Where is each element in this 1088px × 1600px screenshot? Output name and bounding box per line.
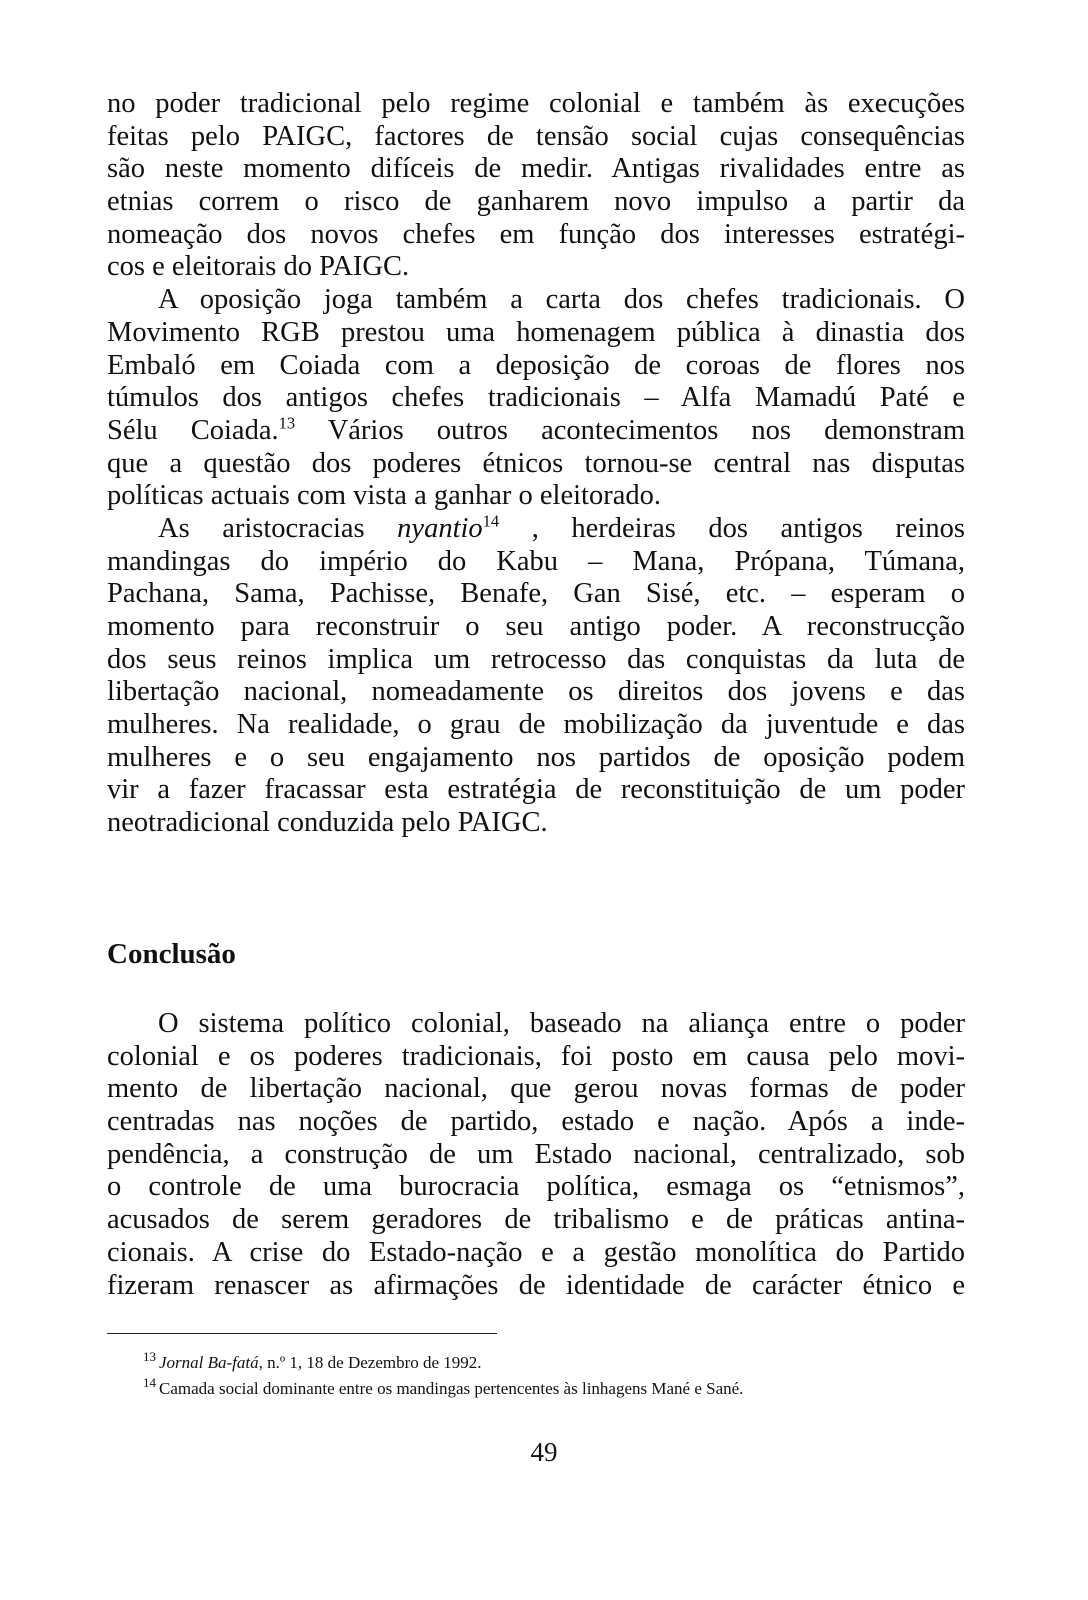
text-line: feitas pelo PAIGC, factores de tensão social cujas consequências xyxy=(107,120,965,152)
text-line: mandingas do império do Kabu – Mana, Própana, Túmana, xyxy=(107,545,965,577)
text-line: Pachana, Sama, Pachisse, Benafe, Gan Sisé, etc. – esperam o xyxy=(107,578,965,610)
text-line: O sistema político colonial, baseado na aliança entre o poder xyxy=(158,1008,965,1039)
text-line: pendência, a construção de um Estado nacional, centralizado, sob xyxy=(107,1138,965,1170)
text-line: cionais. A crise do Estado-nação e a gestão monolítica do Partido xyxy=(107,1236,965,1268)
text-line: cos e eleitorais do PAIGC. xyxy=(107,251,410,283)
text-line: acusados de serem geradores de tribalismo e de práticas antina- xyxy=(107,1204,965,1236)
conclusion-text xyxy=(107,1008,965,1302)
footnote-text: , n.º 1, 18 de Dezembro de 1992. xyxy=(258,1353,482,1372)
footnote-reference: 13 xyxy=(278,413,296,433)
text-line: mulheres. Na realidade, o grau de mobilização da juventude e das xyxy=(107,709,965,741)
text-line: nomeação dos novos chefes em função dos interesses estratégi- xyxy=(107,218,965,250)
text-line: mento de libertação nacional, que gerou novas formas de poder xyxy=(107,1073,965,1105)
text-segment: Vários outros acontecimentos nos demonstram xyxy=(295,414,965,446)
text-line: fizeram renascer as afirmações de identidade de carácter étnico e xyxy=(107,1269,965,1301)
footnote-source-title: Jornal Ba-fatá xyxy=(159,1353,259,1372)
footnote-13 xyxy=(143,1350,943,1376)
text-line xyxy=(107,513,965,546)
footnotes xyxy=(143,1350,943,1402)
text-line: colonial e os poderes tradicionais, foi posto em causa pelo movi- xyxy=(107,1040,965,1072)
footnote-mark: 14 xyxy=(143,1375,156,1391)
footnote-divider xyxy=(107,1333,497,1334)
text-line: vir a fazer fracassar esta estratégia de reconstituição de um poder xyxy=(107,774,965,806)
text-line: neotradicional conduzida pelo PAIGC. xyxy=(107,807,548,839)
footnote-mark: 13 xyxy=(143,1349,156,1365)
text-line xyxy=(107,415,965,448)
text-segment: Sélu Coiada. xyxy=(107,414,279,446)
text-line: momento para reconstruir o seu antigo poder. A reconstrucção xyxy=(107,611,965,642)
body-text xyxy=(107,88,965,840)
text-line: dos seus reinos implica um retrocesso das conquistas da luta de xyxy=(107,643,965,675)
italic-term: nyantio xyxy=(397,512,483,544)
text-segment: , herdeiras dos antigos reinos xyxy=(499,512,965,544)
text-line: que a questão dos poderes étnicos tornou-se central nas disputas xyxy=(107,447,965,479)
text-line: mulheres e o seu engajamento nos partidos de oposição podem xyxy=(107,741,965,773)
text-line: Embaló em Coiada com a deposição de coroas de flores nos xyxy=(107,349,965,381)
text-line: no poder tradicional pelo regime colonial e também às execuções xyxy=(107,88,965,119)
footnote-14 xyxy=(143,1376,943,1402)
text-segment: As aristocracias xyxy=(158,512,398,544)
text-line: políticas actuais com vista a ganhar o eleitorado. xyxy=(107,480,661,512)
text-line: A oposição joga também a carta dos chefes tradicionais. O xyxy=(158,284,965,316)
text-line: etnias correm o risco de ganharem novo impulso a partir da xyxy=(107,186,965,218)
text-line: o controle de uma burocracia política, esmaga os “etnismos”, xyxy=(107,1171,965,1203)
text-line: centradas nas noções de partido, estado e nação. Após a inde- xyxy=(107,1106,965,1138)
footnote-text: Camada social dominante entre os mandingas pertencentes às linhagens Mané e Sané. xyxy=(159,1379,744,1398)
page-number: 49 xyxy=(530,1437,558,1467)
text-line: túmulos dos antigos chefes tradicionais – Alfa Mamadú Paté e xyxy=(107,382,965,414)
text-line: são neste momento difíceis de medir. Antigas rivalidades entre as xyxy=(107,153,965,185)
section-heading: Conclusão xyxy=(107,938,236,970)
text-line: libertação nacional, nomeadamente os direitos dos jovens e das xyxy=(107,676,965,708)
text-line: Movimento RGB prestou uma homenagem pública à dinastia dos xyxy=(107,316,965,348)
footnote-reference: 14 xyxy=(482,511,500,531)
